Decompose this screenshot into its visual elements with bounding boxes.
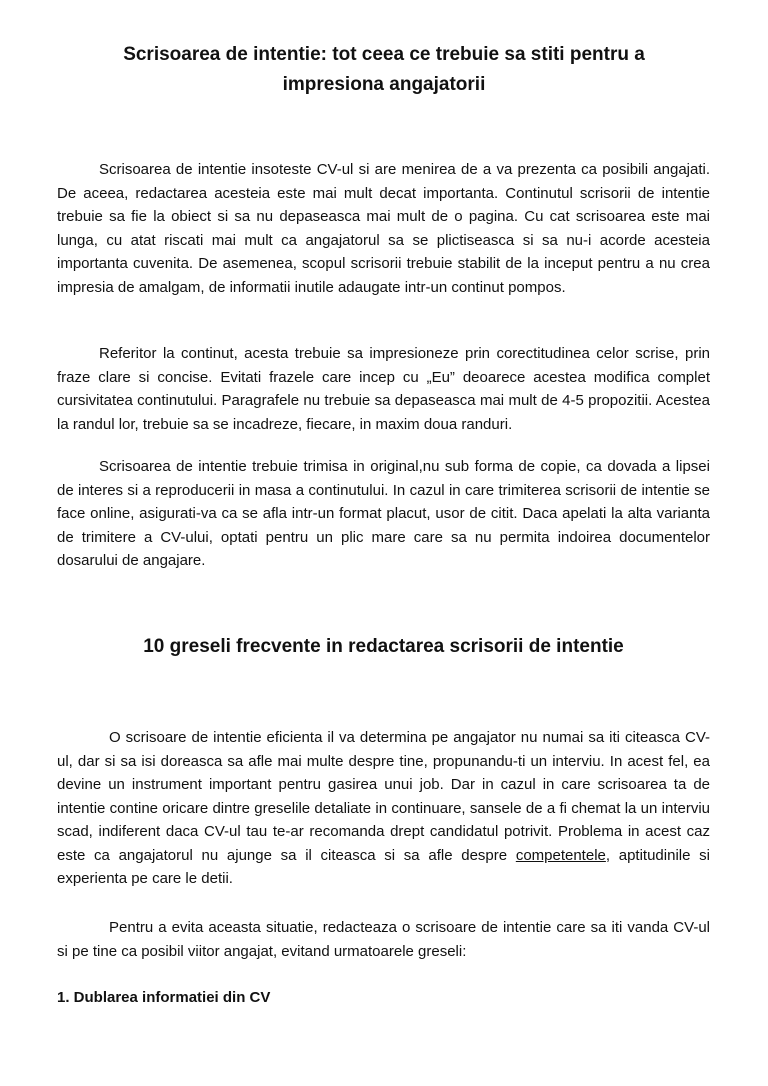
paragraph-text-end: , aptitudinile si experienta pe care le detii. <box>57 846 710 887</box>
section-heading: 10 greseli frecvente in redactarea scrisorii de intentie <box>143 636 624 657</box>
paragraph-text-start: O scrisoare de intentie eficienta il va determina pe angajator nu numai sa iti citeasca CV-ul, dar si sa isi doreasca sa afle mai multe despre tine, propunandu-ti un interviu. In acest fel, ea devine un instrument important pentru gasirea unui job. Dar in cazul in care scrisoarea ta de intentie contine oricare dintre greselile detaliate in continuare, sansele de a fi chemat la un interviu scad, indiferent daca CV-ul tau te-ar recomanda drept candidatul potrivit. Problema in acest caz este ca angajatorul nu ajunge sa il citeasca si sa afle despre <box>57 729 710 864</box>
document-title: Scrisoarea de intentie: tot ceea ce trebuie sa stiti pentru a impresiona angajatorii <box>123 44 645 95</box>
intro-paragraph-3: Scrisoarea de intentie trebuie trimisa in original,nu sub forma de copie, ca dovada a lipsei de interes si a reproducerii in masa a continutului. In cazul in care trimiterea scrisorii de intentie se face online, asigurati-va ca se afla intr-un format placut, usor de citit. Daca apelati la alta varianta de trimitere a CV-ului, optati pentru un plic mare care sa nu permita indoirea documentelor dosarului de angajare. <box>57 458 710 569</box>
intro-paragraph-1: Scrisoarea de intentie insoteste CV-ul si are menirea de a va prezenta ca posibili angajati. De aceea, redactarea acesteia este mai mult decat importanta. Continutul scrisorii de intentie trebuie sa fie la obiect si sa nu depaseasca mai mult de o pagina. Cu cat scrisoarea este mai lunga, cu atat riscati mai mult ca angajatorul sa se plictiseasca si sa nu-i acorde acesteia importanta cuvenita. De asemenea, scopul scrisorii trebuie stabilit de la inceput pentru a nu crea impresia de amalgam, de informatii inutile adaugate intr-un continut pompos. <box>57 161 710 296</box>
intro-paragraph-2: Referitor la continut, acesta trebuie sa impresioneze prin corectitudinea celor scrise, prin fraze clare si concise. Evitati frazele care incep cu „Eu” deoarece acestea modifica complet cursivitatea continutului. Paragrafele nu trebuie sa depaseasca mai mult de 4-5 propozitii. Acestea la randul lor, trebuie sa se incadreze, fiecare, in maxim doua randuri. <box>57 345 710 433</box>
section-paragraph-2: Pentru a evita aceasta situatie, redacteaza o scrisoare de intentie care sa iti vanda CV-ul si pe tine ca posibil viitor angajat, evitand urmatoarele greseli: <box>57 919 710 960</box>
section-paragraph-1 <box>57 726 710 891</box>
list-item-heading: 1. Dublarea informatiei din CV <box>57 989 271 1006</box>
competentele-link[interactable]: competentele <box>515 846 606 864</box>
